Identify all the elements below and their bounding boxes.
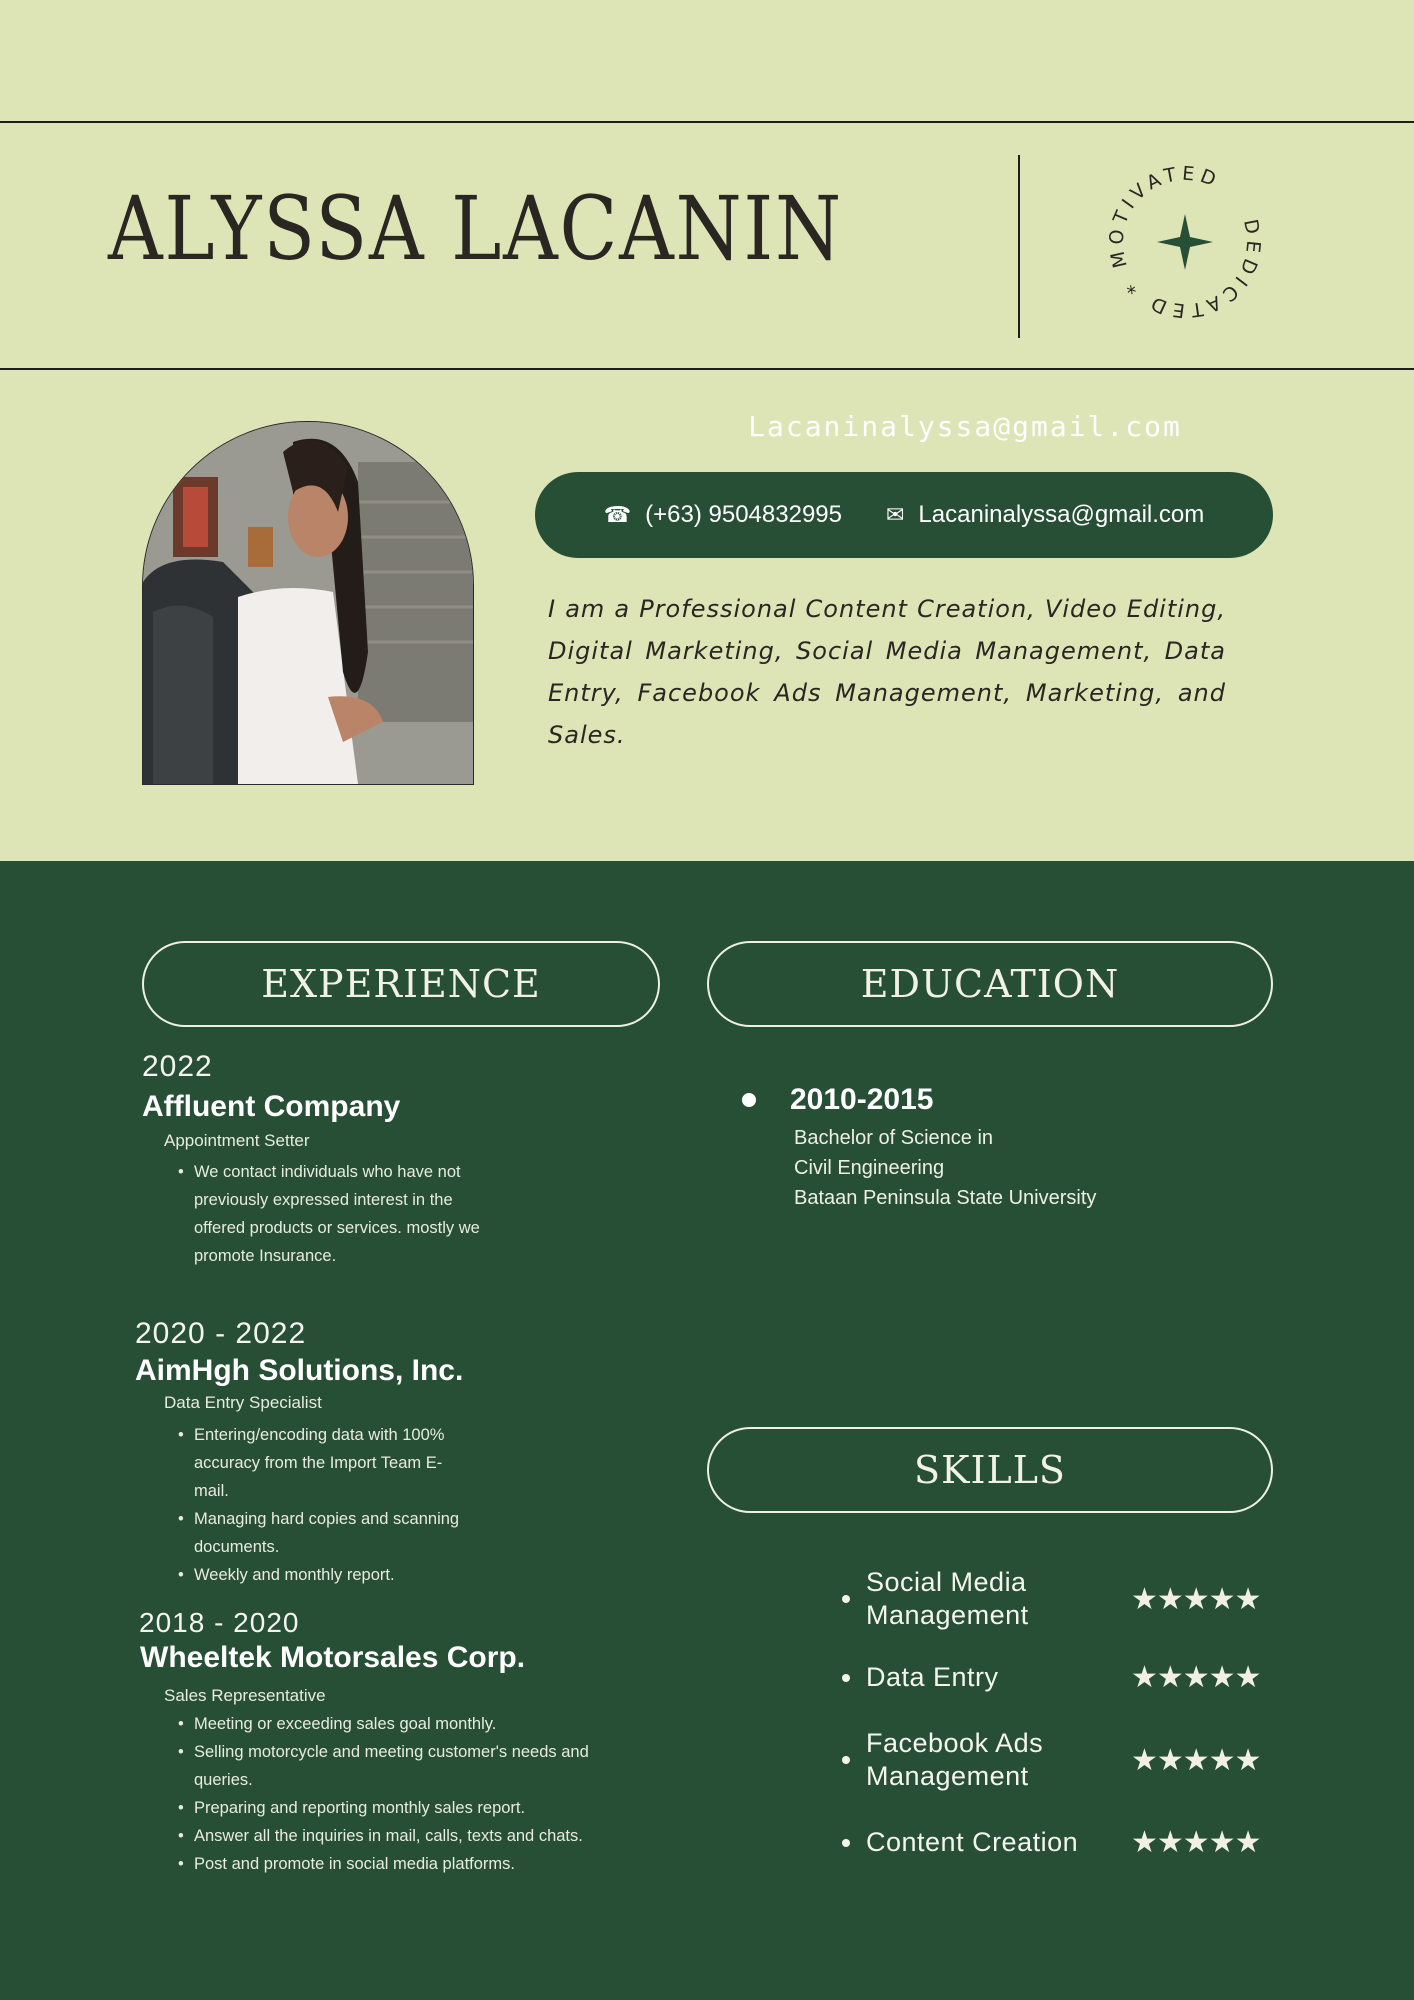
star-rating-icon: ★★★★★	[1131, 1661, 1261, 1694]
emblem-text: DEDICATED * MOTIVATED	[1105, 162, 1265, 322]
skill-name: Content Creation	[866, 1827, 1079, 1857]
skill-name: Facebook Ads Management	[866, 1728, 1044, 1791]
education-details	[794, 1123, 1096, 1213]
header-vertical-divider	[1018, 155, 1020, 338]
email-address[interactable]: Lacaninalyssa@gmail.com	[918, 501, 1205, 528]
experience-company: Affluent Company	[142, 1090, 401, 1123]
candidate-name: ALYSSA LACANIN	[108, 177, 843, 280]
experience-years: 2020 - 2022	[135, 1317, 307, 1350]
envelope-icon: ✉	[885, 502, 905, 527]
degree-line: Civil Engineering	[794, 1157, 945, 1179]
school-name: Bataan Peninsula State University	[794, 1187, 1097, 1209]
experience-years: 2022	[142, 1050, 213, 1083]
experience-heading: EXPERIENCE	[142, 941, 660, 1027]
top-divider	[0, 121, 1414, 123]
star-rating-icon: ★★★★★	[1131, 1743, 1261, 1777]
star-icon	[1157, 214, 1213, 270]
list-item: • Answer all the inquiries in mail, calls, texts and chats.	[194, 1822, 594, 1850]
star-rating-icon: ★★★★★	[1131, 1826, 1261, 1859]
experience-role: Sales Representative	[164, 1686, 326, 1705]
experience-company: Wheeltek Motorsales Corp.	[140, 1641, 526, 1674]
skill-item	[842, 1727, 1262, 1793]
bio-summary: I am a Professional Content Creation, Video Editing, Digital Marketing, Social Media Management, Data Entry, Facebook Ads Management, Marketing, and Sales.	[548, 595, 1226, 749]
list-item: • Weekly and monthly report.	[194, 1561, 469, 1589]
degree-line: Bachelor of Science in	[794, 1127, 994, 1149]
dedicated-motivated-emblem	[1105, 162, 1265, 322]
skill-item	[842, 1660, 1262, 1695]
list-item: • Meeting or exceeding sales goal monthly.	[194, 1710, 594, 1738]
experience-duties	[172, 1158, 494, 1270]
header-bottom-divider	[0, 368, 1414, 370]
experience-duties	[172, 1421, 469, 1589]
contact-bar	[535, 472, 1273, 558]
education-bullet	[742, 1093, 756, 1107]
experience-duties	[172, 1710, 594, 1878]
list-item: • Selling motorcycle and meeting customer's needs and queries.	[194, 1738, 594, 1794]
list-item: • Managing hard copies and scanning documents.	[194, 1505, 469, 1561]
list-item: • We contact individuals who have not previously expressed interest in the offered products or services. mostly we promote Insurance.	[194, 1158, 494, 1270]
experience-company: AimHgh Solutions, Inc.	[135, 1354, 464, 1387]
experience-years: 2018 - 2020	[139, 1607, 300, 1638]
email-heading[interactable]: Lacaninalyssa@gmail.com	[748, 410, 1182, 443]
list-item: • Preparing and reporting monthly sales report.	[194, 1794, 594, 1822]
experience-role: Data Entry Specialist	[164, 1393, 322, 1412]
education-years: 2010-2015	[790, 1083, 934, 1116]
skill-name: Social Media Management	[866, 1567, 1029, 1630]
skill-item	[842, 1566, 1262, 1632]
phone-icon: ☎	[603, 502, 632, 527]
skills-heading: SKILLS	[707, 1427, 1273, 1513]
list-item: • Post and promote in social media platforms.	[194, 1850, 594, 1878]
skill-name: Data Entry	[866, 1662, 999, 1692]
profile-photo	[142, 421, 474, 785]
experience-role: Appointment Setter	[164, 1131, 310, 1150]
skill-item	[842, 1825, 1262, 1860]
star-rating-icon: ★★★★★	[1131, 1582, 1261, 1616]
phone-number[interactable]: (+63) 9504832995	[645, 501, 842, 528]
education-heading: EDUCATION	[707, 941, 1273, 1027]
list-item: • Entering/encoding data with 100% accuracy from the Import Team E-mail.	[194, 1421, 469, 1505]
